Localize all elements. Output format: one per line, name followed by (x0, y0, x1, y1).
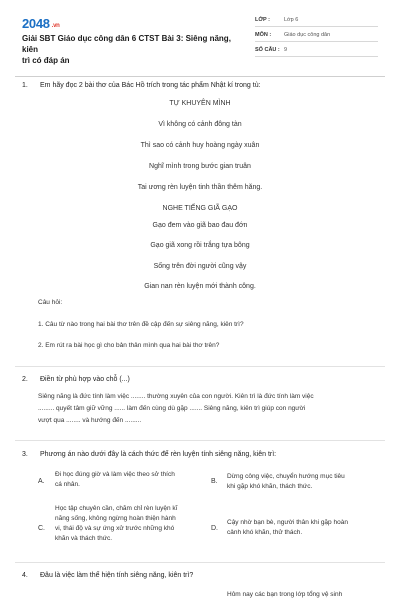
poem-line: Gạo đem vào giã bao đau đớn (152, 222, 248, 229)
meta-row-subject (255, 28, 378, 42)
document-meta (255, 13, 378, 58)
poem-1-title: TỰ KHUYÊN MÌNH (169, 100, 231, 107)
question-separator (15, 366, 385, 367)
option-text: Cậy nhờ bạn bè, người thân khi gặp hoàn cảnh khó khăn, thử thách. (227, 519, 348, 536)
poem-line: Gian nan rèn luyện mới thành công. (144, 283, 256, 290)
sub-question-2: 2. Em rút ra bài học gì cho bản thân mình qua hai bài thơ trên? (38, 342, 220, 349)
question-separator (15, 440, 385, 441)
poem-line: Vì không có cảnh đông tàn (158, 121, 242, 128)
document-title: Giải SBT Giáo dục công dân 6 CTST Bài 3: Siêng năng, kiên trì có đáp án (22, 34, 231, 65)
option-text: Dừng công việc, chuyển hướng mục tiêu khi gặp khó khăn, thách thức. (227, 473, 345, 490)
option-letter: D. (211, 525, 218, 532)
option-letter: B. (211, 478, 218, 485)
meta-value: Giáo dục công dân (284, 31, 331, 38)
poem-line: Sống trên đời người cũng vậy (153, 263, 247, 270)
fill-blank-line: ......... quyết tâm giữ vững ...... làm đến cùng dù gặp ....... Siêng năng, kiên trì giúp con người (38, 405, 306, 412)
meta-row-grade (255, 13, 378, 27)
option-text: Đi học đúng giờ và làm việc theo sở thích cá nhân. (55, 471, 175, 488)
question-prompt: Phương án nào dưới đây là cách thức để rèn luyện tính siêng năng, kiên trì: (40, 451, 277, 458)
question-prompt: Điền từ phù hợp vào chỗ (...) (40, 376, 130, 383)
question-number: 2. (22, 376, 28, 383)
poem-line: Tai ương rèn luyện tinh thần thêm hăng. (137, 184, 263, 191)
document-header (0, 0, 400, 70)
option-text: Học tập chuyên cần, chăm chỉ rèn luyện kĩ năng sống, không ngừng hoàn thiện hành vi, thái độ và sự ứng xử trước những khó khăn và thách thức. (55, 505, 178, 542)
poem-2-title: NGHE TIẾNG GIÃ GẠO (162, 205, 238, 212)
meta-value: Lớp 6 (284, 16, 299, 23)
meta-value: 9 (284, 46, 288, 53)
poem-line: Gạo giã xong rồi trắng tựa bông (150, 242, 250, 249)
meta-row-question-count (255, 43, 378, 57)
meta-key: LỚP : (255, 16, 270, 23)
poem-line: Thì sao có cảnh huy hoàng ngày xuân (140, 142, 260, 149)
meta-key: SỐ CÂU : (255, 46, 280, 53)
poem-line: Nghĩ mình trong bước gian truân (149, 163, 251, 170)
question-prompt: Đâu là việc làm thể hiện tính siêng năng, kiên trì? (40, 572, 194, 579)
option-letter: A. (38, 478, 45, 485)
fill-blank-line: Siêng năng là đức tính làm việc ........ thường xuyên của con người. Kiên trì là đức tính làm việc (38, 393, 314, 400)
meta-key: MÔN : (255, 31, 272, 38)
question-number: 1. (22, 82, 28, 89)
question-number: 3. (22, 451, 28, 458)
question-number: 4. (22, 572, 28, 579)
option-d-partial[interactable]: Hôm nay các bạn trong lớp tổng vệ sinh (227, 591, 343, 598)
fill-blank-line: vượt qua ........ và hướng đến ......... (38, 417, 142, 424)
option-letter: C. (38, 525, 45, 532)
sub-question-1: 1. Câu từ nào trong hai bài thơ trên đề cập đến sự siêng năng, kiên trì? (38, 321, 244, 328)
header-divider (15, 76, 385, 77)
question-prompt: Em hãy đọc 2 bài thơ của Bác Hồ trích trong tác phẩm Nhật kí trong tù: (40, 82, 261, 89)
sub-question-label: Câu hỏi: (38, 299, 63, 306)
question-separator (15, 562, 385, 563)
site-logo[interactable]: 2048 .vn (22, 16, 60, 31)
